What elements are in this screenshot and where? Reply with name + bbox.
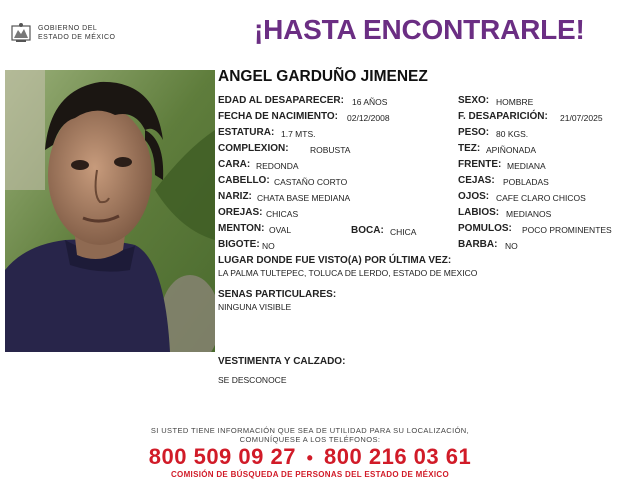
phone-1[interactable]: 800 509 09 27: [148, 444, 296, 469]
orejas-label: OREJAS:: [218, 207, 263, 218]
orejas-value: CHICAS: [266, 209, 299, 219]
cara-label: CARA:: [218, 159, 251, 170]
edad-value: 16 AÑOS: [352, 97, 388, 107]
desaparicion-value: 21/07/2025: [560, 113, 603, 123]
barba-value: NO: [505, 241, 518, 251]
peso-value: 80 KGS.: [496, 129, 529, 139]
pomulos-label: POMULOS:: [458, 223, 512, 234]
person-photo: [5, 70, 215, 352]
complexion-label: COMPLEXION:: [218, 143, 289, 154]
marks-label: SENAS PARTICULARES:: [218, 289, 337, 300]
person-name: ANGEL GARDUÑO JIMENEZ: [218, 68, 428, 85]
desaparicion-label: F. DESAPARICIÓN:: [458, 111, 548, 122]
cabello-value: CASTAÑO CORTO: [274, 177, 348, 187]
headline: ¡HASTA ENCONTRARLE!: [254, 14, 585, 45]
footer-note-2: COMUNÍQUESE A LOS TELÉFONOS:: [239, 435, 381, 444]
phone-2[interactable]: 800 216 03 61: [324, 444, 472, 469]
bigote-label: BIGOTE:: [218, 239, 260, 250]
pomulos-value: POCO PROMINENTES: [522, 225, 612, 235]
estatura-value: 1.7 MTS.: [281, 129, 316, 139]
ojos-label: OJOS:: [458, 191, 490, 202]
footer-note-1: SI USTED TIENE INFORMACIÓN QUE SEA DE UTILIDAD PARA SU LOCALIZACIÓN,: [150, 426, 470, 435]
ojos-value: CAFE CLARO CHICOS: [496, 193, 586, 203]
last-seen-value: LA PALMA TULTEPEC, TOLUCA DE LERDO, ESTADO DE MEXICO: [218, 268, 478, 278]
commission-name: COMISIÓN DE BÚSQUEDA DE PERSONAS DEL ESTADO DE MÉXICO: [170, 470, 449, 479]
bigote-value: NO: [262, 241, 275, 251]
government-logo: [10, 22, 130, 46]
cejas-label: CEJAS:: [458, 175, 495, 186]
labios-value: MEDIANOS: [506, 209, 552, 219]
cejas-value: POBLADAS: [503, 177, 549, 187]
barba-label: BARBA:: [458, 239, 498, 250]
logo-line-2: ESTADO DE MÉXICO: [38, 34, 116, 41]
tez-value: APIÑONADA: [486, 145, 537, 155]
marks-value: NINGUNA VISIBLE: [218, 302, 292, 312]
estatura-label: ESTATURA:: [218, 127, 275, 138]
cara-value: REDONDA: [256, 161, 299, 171]
state-emblem-icon: [10, 22, 32, 44]
phone-numbers: [0, 444, 620, 470]
cabello-label: CABELLO:: [218, 175, 270, 186]
logo-line-1: GOBIERNO DEL: [38, 25, 98, 32]
nariz-value: CHATA BASE MEDIANA: [257, 193, 351, 203]
sexo-label: SEXO:: [458, 95, 490, 106]
frente-value: MEDIANA: [507, 161, 546, 171]
sexo-value: HOMBRE: [496, 97, 534, 107]
complexion-value: ROBUSTA: [310, 145, 351, 155]
tez-label: TEZ:: [458, 143, 481, 154]
nacimiento-label: FECHA DE NACIMIENTO:: [218, 111, 338, 122]
menton-value: OVAL: [269, 225, 292, 235]
clothing-value: SE DESCONOCE: [218, 375, 287, 385]
phone-separator: •: [306, 448, 314, 468]
boca-value: CHICA: [390, 227, 417, 237]
edad-label: EDAD AL DESAPARECER:: [218, 95, 344, 106]
peso-label: PESO:: [458, 127, 490, 138]
portrait-image: [5, 70, 215, 352]
nariz-label: NARIZ:: [218, 191, 252, 202]
nacimiento-value: 02/12/2008: [347, 113, 390, 123]
labios-label: LABIOS:: [458, 207, 500, 218]
clothing-label: VESTIMENTA Y CALZADO:: [218, 356, 346, 367]
frente-label: FRENTE:: [458, 159, 502, 170]
boca-label: BOCA:: [351, 225, 384, 236]
menton-label: MENTON:: [218, 223, 265, 234]
last-seen-label: LUGAR DONDE FUE VISTO(A) POR ÚLTIMA VEZ:: [218, 255, 452, 266]
